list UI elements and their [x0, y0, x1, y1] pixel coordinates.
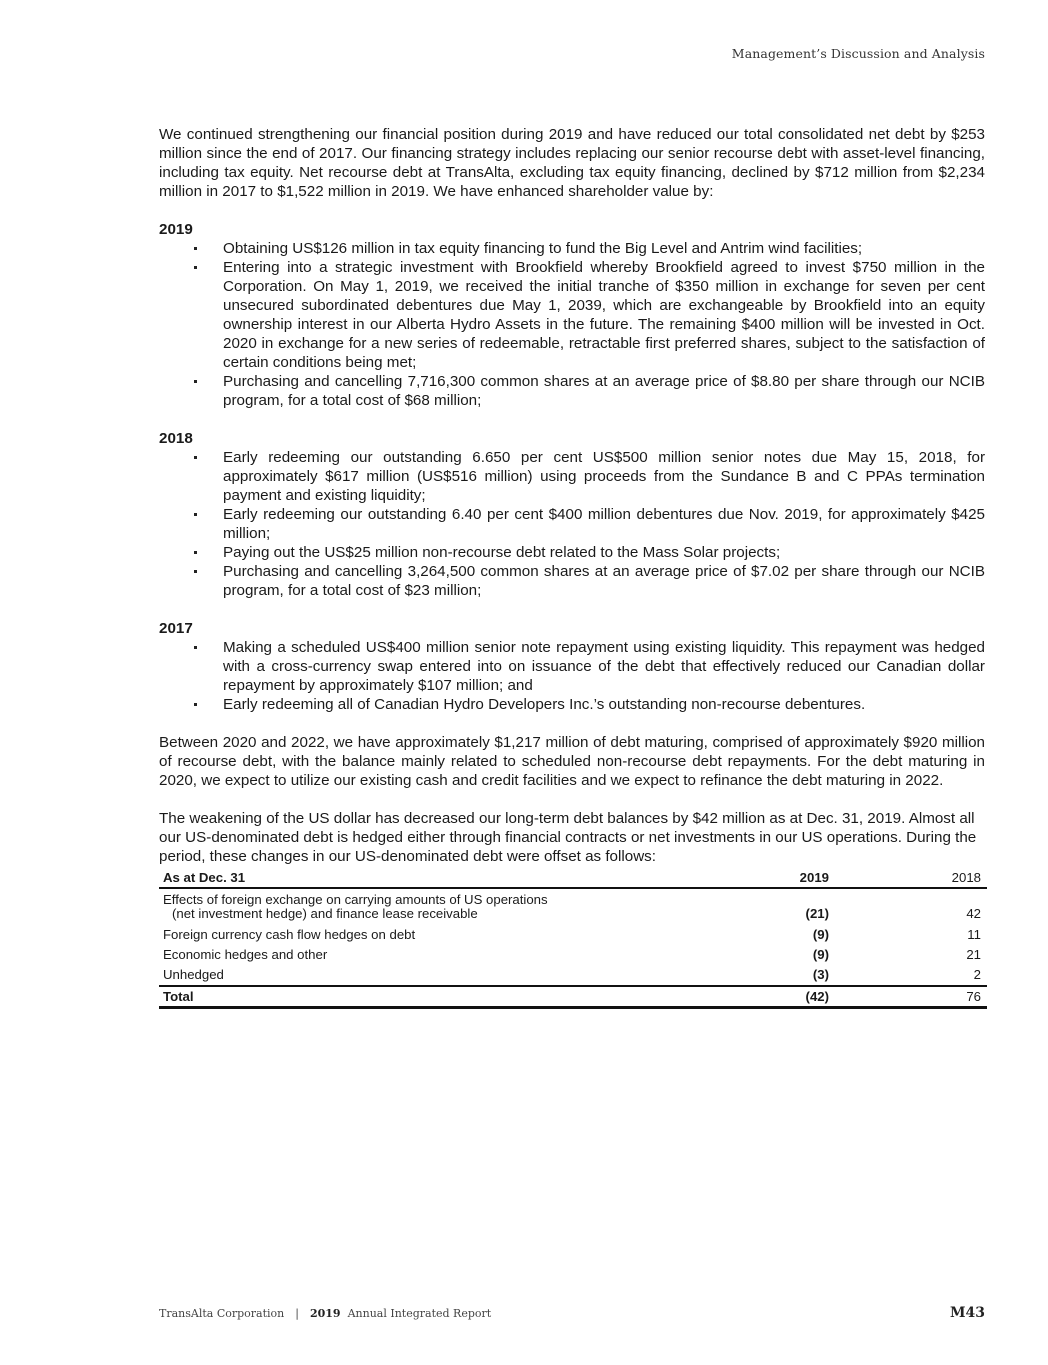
fx-offset-table — [159, 868, 987, 1009]
year-section-2017 — [159, 619, 985, 714]
bullet-icon — [194, 266, 197, 269]
bullet-icon — [194, 380, 197, 383]
bullet-icon — [194, 551, 197, 554]
year-section-2018 — [159, 429, 985, 600]
value-2018: 42 — [966, 906, 981, 921]
list-item-text: Purchasing and cancelling 7,716,300 common shares at an average price of $8.80 per share through our NCIB program, for a total cost of $68 million; — [223, 373, 985, 409]
list-item — [159, 543, 985, 562]
list-item-text: Early redeeming our outstanding 6.40 per cent $400 million debentures due Nov. 2019, for approximately $425 million; — [223, 506, 985, 542]
footer-report-year: 2019 — [309, 1307, 341, 1320]
list-item — [159, 448, 985, 505]
running-header: Management’s Discussion and Analysis — [731, 46, 985, 61]
total-2018: 76 — [857, 986, 987, 1008]
value-2019: (3) — [705, 965, 857, 986]
year-heading: 2019 — [159, 221, 193, 238]
list-item-text: Early redeeming all of Canadian Hydro Developers Inc.’s outstanding non-recourse debentures. — [223, 696, 866, 713]
list-item — [159, 695, 985, 714]
year-heading: 2017 — [159, 620, 193, 637]
list-item — [159, 505, 985, 543]
list-item-text: Paying out the US$25 million non-recourse debt related to the Mass Solar projects; — [223, 544, 781, 561]
table-header-row — [159, 868, 987, 888]
value-2019: (21) — [805, 906, 829, 921]
list-item — [159, 239, 985, 258]
table-header-2019: 2019 — [705, 868, 857, 888]
table-row — [159, 888, 987, 925]
bullet-icon — [194, 247, 197, 250]
list-item — [159, 638, 985, 695]
bullet-icon — [194, 646, 197, 649]
value-2019: (9) — [812, 947, 829, 962]
row-label: Unhedged — [159, 965, 705, 986]
page-number: M43 — [950, 1305, 985, 1321]
bullet-icon — [194, 456, 197, 459]
fx-paragraph: The weakening of the US dollar has decreased our long-term debt balances by $42 million as at Dec. 31, 2019. Almost all our US-denominated debt is hedged either through financial contracts or net investments in our US operations. During the period, these changes in our US-denominated debt were offset as follows: — [159, 810, 977, 865]
row-label — [159, 888, 705, 925]
bullet-list — [159, 239, 985, 410]
footer-report-name: Annual Integrated Report — [347, 1307, 492, 1320]
table-row — [159, 945, 987, 965]
table-header-2018: 2018 — [857, 868, 987, 888]
row-label: Economic hedges and other — [163, 947, 328, 962]
bullet-icon — [194, 703, 197, 706]
total-label: Total — [159, 986, 705, 1008]
list-item-text: Early redeeming our outstanding 6.650 per cent US$500 million senior notes due May 15, 2018, for approximately $617 million (US$516 million) using proceeds from the Sundance B and C PPAs termination payment and existing liquidity; — [223, 449, 985, 504]
value-2019: (9) — [812, 927, 829, 942]
total-2019: (42) — [705, 986, 857, 1008]
bullet-icon — [194, 570, 197, 573]
year-section-2019 — [159, 220, 985, 410]
debt-maturity-paragraph: Between 2020 and 2022, we have approximately $1,217 million of debt maturing, comprised of approximately $920 million of recourse debt, with the balance mainly related to scheduled non-recourse debt repayments. For the debt maturing in 2020, we expect to utilize our existing cash and credit facilities and we expect to refinance the debt maturing in 2022. — [159, 734, 985, 789]
row-label-line1: Effects of foreign exchange on carrying amounts of US operations — [163, 892, 548, 907]
table-total-row — [159, 986, 987, 1008]
footer-separator: | — [295, 1307, 299, 1320]
footer-company: TransAlta Corporation — [159, 1307, 285, 1320]
table-header-label: As at Dec. 31 — [159, 868, 705, 888]
bullet-list — [159, 638, 985, 714]
intro-paragraph: We continued strengthening our financial position during 2019 and have reduced our total consolidated net debt by $253 million since the end of 2017. Our financing strategy includes replacing our senior recourse debt with asset-level financing, including tax equity. Net recourse debt at TransAlta, excluding tax equity financing, declined by $712 million from $2,234 million in 2017 to $1,522 million in 2019. We have enhanced shareholder value by: — [159, 126, 985, 200]
bullet-list — [159, 448, 985, 600]
page-footer — [159, 1307, 491, 1320]
document-body — [159, 125, 985, 1009]
list-item-text: Entering into a strategic investment with Brookfield whereby Brookfield agreed to invest $750 million in the Corporation. On May 1, 2019, we received the initial tranche of $350 million in exchange for seven per cent unsecured subordinated debentures due May 1, 2039, which are exchangeable by Brookfield into an equity ownership interest in our Alberta Hydro Assets in the future. The remaining $400 million will be invested in Oct. 2020 in exchange for a new series of redeemable, retractable first preferred shares, subject to the satisfaction of certain conditions being met; — [223, 259, 985, 371]
value-2018: 21 — [966, 947, 981, 962]
row-label-line2: (net investment hedge) and finance lease receivable — [172, 906, 478, 921]
list-item-text: Obtaining US$126 million in tax equity financing to fund the Big Level and Antrim wind facilities; — [223, 240, 863, 257]
row-label: Foreign currency cash flow hedges on debt — [163, 927, 416, 942]
list-item — [159, 372, 985, 410]
list-item-text: Purchasing and cancelling 3,264,500 common shares at an average price of $7.02 per share through our NCIB program, for a total cost of $23 million; — [223, 563, 985, 599]
value-2018: 2 — [857, 965, 987, 986]
year-heading: 2018 — [159, 430, 193, 447]
bullet-icon — [194, 513, 197, 516]
table-row — [159, 965, 987, 986]
value-2018: 11 — [967, 927, 981, 942]
list-item — [159, 258, 985, 372]
list-item — [159, 562, 985, 600]
table-row — [159, 925, 987, 945]
list-item-text: Making a scheduled US$400 million senior note repayment using existing liquidity. This repayment was hedged with a cross-currency swap entered into on issuance of the debt that effectively reduced our Canadian dollar repayment by approximately $107 million; and — [223, 639, 985, 694]
